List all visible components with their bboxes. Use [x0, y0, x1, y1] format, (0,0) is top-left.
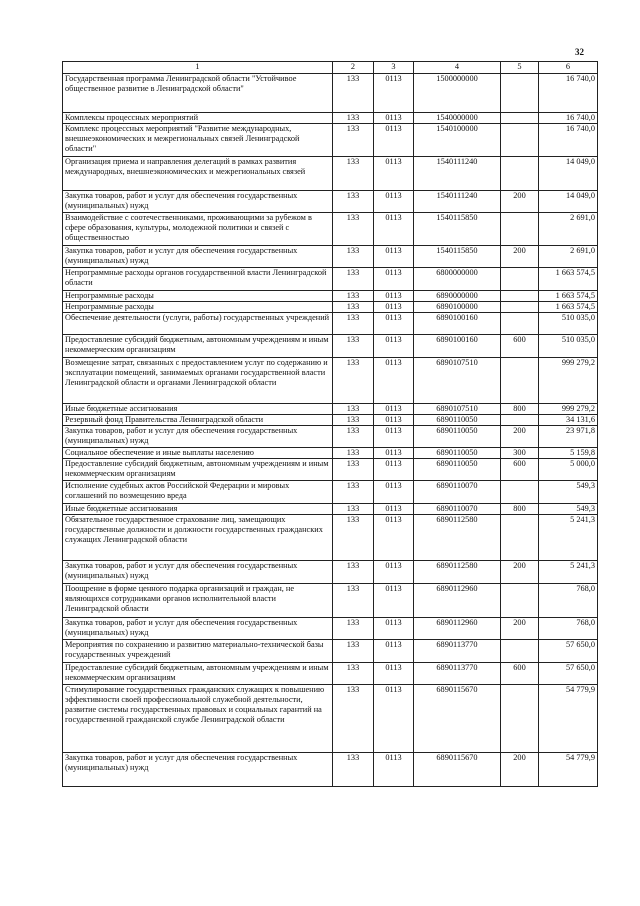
column-header-6: 6 [539, 62, 598, 74]
row-amount: 999 279,2 [539, 404, 598, 415]
column-header-5: 5 [501, 62, 539, 74]
row-col5 [501, 481, 539, 504]
row-name: Закупка товаров, работ и услуг для обеспечения государственных (муниципальных) нужд [63, 753, 333, 787]
row-code: 1540111240 [414, 157, 501, 191]
table-row [63, 358, 598, 404]
table-row [63, 515, 598, 561]
row-name: Возмещение затрат, связанных с предоставлением услуг по содержанию и эксплуатации помещений, занимаемых органами государственной власти Ленинградской области и органами Ленинградской области [63, 358, 333, 404]
row-amount: 5 241,3 [539, 515, 598, 561]
row-col3: 0113 [374, 191, 414, 213]
table-row [63, 663, 598, 685]
row-col2: 133 [333, 404, 374, 415]
table-row [63, 448, 598, 459]
row-amount: 16 740,0 [539, 74, 598, 113]
row-col2: 133 [333, 504, 374, 515]
row-col5: 200 [501, 753, 539, 787]
row-col3: 0113 [374, 291, 414, 302]
row-col5 [501, 313, 539, 335]
row-code: 6890112580 [414, 515, 501, 561]
row-col2: 133 [333, 291, 374, 302]
row-code: 6890100000 [414, 302, 501, 313]
row-code: 6890110070 [414, 481, 501, 504]
row-amount: 54 779,9 [539, 685, 598, 753]
row-col3: 0113 [374, 74, 414, 113]
row-name: Предоставление субсидий бюджетным, автономным учреждениям и иным некоммерческим организациям [63, 663, 333, 685]
table-row [63, 124, 598, 157]
row-col2: 133 [333, 448, 374, 459]
row-col2: 133 [333, 515, 374, 561]
table-row [63, 504, 598, 515]
row-amount: 5 241,3 [539, 561, 598, 584]
row-col5: 200 [501, 191, 539, 213]
row-name: Мероприятия по сохранению и развитию материально-технической базы государственных учреждений [63, 640, 333, 663]
column-header-3: 3 [374, 62, 414, 74]
row-amount: 510 035,0 [539, 335, 598, 358]
row-code: 1540000000 [414, 113, 501, 124]
row-col5 [501, 640, 539, 663]
row-col2: 133 [333, 584, 374, 618]
table-row [63, 640, 598, 663]
row-amount: 768,0 [539, 584, 598, 618]
table-row [63, 561, 598, 584]
row-name: Обеспечение деятельности (услуги, работы) государственных учреждений [63, 313, 333, 335]
row-amount: 2 691,0 [539, 213, 598, 246]
row-col5 [501, 113, 539, 124]
table-row [63, 191, 598, 213]
row-amount: 16 740,0 [539, 124, 598, 157]
row-code: 6890110050 [414, 426, 501, 448]
row-col2: 133 [333, 426, 374, 448]
table-row [63, 157, 598, 191]
row-amount: 2 691,0 [539, 246, 598, 268]
row-col2: 133 [333, 640, 374, 663]
row-code: 6890112960 [414, 618, 501, 640]
row-col2: 133 [333, 191, 374, 213]
row-code: 6890100160 [414, 313, 501, 335]
row-col5 [501, 213, 539, 246]
row-col5: 600 [501, 459, 539, 481]
row-col3: 0113 [374, 426, 414, 448]
table-row [63, 618, 598, 640]
row-name: Государственная программа Ленинградской области "Устойчивое общественное развитие в Ленинградской области" [63, 74, 333, 113]
row-col2: 133 [333, 685, 374, 753]
row-name: Исполнение судебных актов Российской Федерации и мировых соглашений по возмещению вреда [63, 481, 333, 504]
table-row [63, 415, 598, 426]
row-amount: 34 131,6 [539, 415, 598, 426]
row-col5: 200 [501, 618, 539, 640]
row-col5: 200 [501, 561, 539, 584]
row-col3: 0113 [374, 415, 414, 426]
row-code: 1540115850 [414, 213, 501, 246]
row-col5 [501, 515, 539, 561]
row-amount: 54 779,9 [539, 753, 598, 787]
row-amount: 57 650,0 [539, 663, 598, 685]
row-col3: 0113 [374, 268, 414, 291]
row-col3: 0113 [374, 124, 414, 157]
table-row [63, 481, 598, 504]
row-name: Закупка товаров, работ и услуг для обеспечения государственных (муниципальных) нужд [63, 426, 333, 448]
page-number: 32 [575, 47, 584, 57]
row-amount: 1 663 574,5 [539, 268, 598, 291]
row-col2: 133 [333, 561, 374, 584]
row-col3: 0113 [374, 663, 414, 685]
row-code: 6890113770 [414, 663, 501, 685]
row-col3: 0113 [374, 515, 414, 561]
row-col3: 0113 [374, 157, 414, 191]
table-row [63, 426, 598, 448]
row-code: 6890112580 [414, 561, 501, 584]
row-col5 [501, 124, 539, 157]
row-col5: 800 [501, 404, 539, 415]
row-name: Непрограммные расходы органов государственной власти Ленинградской области [63, 268, 333, 291]
row-amount: 549,3 [539, 504, 598, 515]
row-col5 [501, 74, 539, 113]
row-col5: 600 [501, 663, 539, 685]
row-col2: 133 [333, 246, 374, 268]
row-code: 6890107510 [414, 358, 501, 404]
row-code: 6890113770 [414, 640, 501, 663]
row-col2: 133 [333, 74, 374, 113]
row-col3: 0113 [374, 685, 414, 753]
table-row [63, 404, 598, 415]
row-col3: 0113 [374, 481, 414, 504]
row-col3: 0113 [374, 313, 414, 335]
row-col3: 0113 [374, 302, 414, 313]
table-row [63, 291, 598, 302]
row-col2: 133 [333, 157, 374, 191]
row-code: 1540111240 [414, 191, 501, 213]
row-name: Резервный фонд Правительства Ленинградской области [63, 415, 333, 426]
row-col5: 600 [501, 335, 539, 358]
table-row [63, 74, 598, 113]
table-row [63, 313, 598, 335]
row-amount: 549,3 [539, 481, 598, 504]
row-amount: 510 035,0 [539, 313, 598, 335]
row-name: Комплекс процессных мероприятий "Развитие международных, внешнеэкономических и межрегиональных связей Ленинградской области" [63, 124, 333, 157]
row-col2: 133 [333, 481, 374, 504]
row-col2: 133 [333, 618, 374, 640]
row-name: Комплексы процессных мероприятий [63, 113, 333, 124]
row-code: 1500000000 [414, 74, 501, 113]
row-name: Предоставление субсидий бюджетным, автономным учреждениям и иным некоммерческим организациям [63, 335, 333, 358]
row-name: Закупка товаров, работ и услуг для обеспечения государственных (муниципальных) нужд [63, 246, 333, 268]
row-col2: 133 [333, 113, 374, 124]
row-col2: 133 [333, 213, 374, 246]
row-col3: 0113 [374, 459, 414, 481]
row-col5 [501, 415, 539, 426]
row-code: 1540100000 [414, 124, 501, 157]
table-row [63, 459, 598, 481]
row-col2: 133 [333, 663, 374, 685]
column-header-1: 1 [63, 62, 333, 74]
row-col3: 0113 [374, 640, 414, 663]
row-col5 [501, 268, 539, 291]
row-col2: 133 [333, 335, 374, 358]
row-col5 [501, 291, 539, 302]
table-body [63, 74, 598, 787]
row-col2: 133 [333, 124, 374, 157]
budget-table [62, 61, 598, 787]
row-col5 [501, 584, 539, 618]
row-amount: 14 049,0 [539, 157, 598, 191]
row-code: 6890110050 [414, 415, 501, 426]
row-col3: 0113 [374, 504, 414, 515]
row-name: Закупка товаров, работ и услуг для обеспечения государственных (муниципальных) нужд [63, 191, 333, 213]
table-row [63, 213, 598, 246]
row-amount: 14 049,0 [539, 191, 598, 213]
row-col3: 0113 [374, 113, 414, 124]
row-col5: 800 [501, 504, 539, 515]
table-row [63, 113, 598, 124]
row-col3: 0113 [374, 448, 414, 459]
table-row [63, 302, 598, 313]
row-code: 6800000000 [414, 268, 501, 291]
row-code: 6890110050 [414, 459, 501, 481]
row-name: Закупка товаров, работ и услуг для обеспечения государственных (муниципальных) нужд [63, 618, 333, 640]
row-col5: 300 [501, 448, 539, 459]
row-code: 6890000000 [414, 291, 501, 302]
row-amount: 5 159,8 [539, 448, 598, 459]
table-row [63, 584, 598, 618]
row-name: Стимулирование государственных гражданских служащих к повышению эффективности своей профессиональной служебной деятельности, развитие системы государственных правовых и социальных гарантий на государственной гражданской службе Ленинградской области [63, 685, 333, 753]
row-col3: 0113 [374, 404, 414, 415]
row-amount: 1 663 574,5 [539, 291, 598, 302]
table-row [63, 335, 598, 358]
row-amount: 999 279,2 [539, 358, 598, 404]
row-col2: 133 [333, 302, 374, 313]
row-name: Непрограммные расходы [63, 291, 333, 302]
row-col2: 133 [333, 753, 374, 787]
row-name: Непрограммные расходы [63, 302, 333, 313]
row-name: Поощрение в форме ценного подарка организаций и граждан, не являющихся сотрудниками органов исполнительной власти Ленинградской области [63, 584, 333, 618]
column-header-2: 2 [333, 62, 374, 74]
row-name: Закупка товаров, работ и услуг для обеспечения государственных (муниципальных) нужд [63, 561, 333, 584]
row-code: 6890115670 [414, 685, 501, 753]
row-code: 6890115670 [414, 753, 501, 787]
table-row [63, 268, 598, 291]
row-col3: 0113 [374, 561, 414, 584]
row-amount: 57 650,0 [539, 640, 598, 663]
row-col3: 0113 [374, 335, 414, 358]
row-col3: 0113 [374, 584, 414, 618]
row-col5: 200 [501, 426, 539, 448]
row-col2: 133 [333, 268, 374, 291]
row-col3: 0113 [374, 753, 414, 787]
row-col3: 0113 [374, 213, 414, 246]
table-row [63, 246, 598, 268]
column-header-4: 4 [414, 62, 501, 74]
row-code: 6890100160 [414, 335, 501, 358]
table-row [63, 753, 598, 787]
row-col3: 0113 [374, 618, 414, 640]
row-code: 1540115850 [414, 246, 501, 268]
row-name: Обязательное государственное страхование лиц, замещающих государственные должности и должности государственных гражданских служащих Ленинградской области [63, 515, 333, 561]
row-name: Социальное обеспечение и иные выплаты населению [63, 448, 333, 459]
row-col2: 133 [333, 313, 374, 335]
row-col5 [501, 685, 539, 753]
row-amount: 1 663 574,5 [539, 302, 598, 313]
header-row [63, 62, 598, 74]
row-name: Иные бюджетные ассигнования [63, 504, 333, 515]
row-code: 6890112960 [414, 584, 501, 618]
row-name: Иные бюджетные ассигнования [63, 404, 333, 415]
row-name: Взаимодействие с соотечественниками, проживающими за рубежом в сфере образования, культуры, молодежной политики и связей с общественностью [63, 213, 333, 246]
row-col5 [501, 157, 539, 191]
row-amount: 16 740,0 [539, 113, 598, 124]
row-col5: 200 [501, 246, 539, 268]
row-code: 6890110070 [414, 504, 501, 515]
row-col5 [501, 302, 539, 313]
row-amount: 5 000,0 [539, 459, 598, 481]
row-col2: 133 [333, 415, 374, 426]
row-col3: 0113 [374, 246, 414, 268]
row-code: 6890110050 [414, 448, 501, 459]
row-amount: 23 971,8 [539, 426, 598, 448]
row-col5 [501, 358, 539, 404]
row-code: 6890107510 [414, 404, 501, 415]
row-name: Предоставление субсидий бюджетным, автономным учреждениям и иным некоммерческим организациям [63, 459, 333, 481]
row-name: Организация приема и направления делегаций в рамках развития международных, внешнеэкономических и межрегиональных связей [63, 157, 333, 191]
row-col2: 133 [333, 358, 374, 404]
row-col2: 133 [333, 459, 374, 481]
row-amount: 768,0 [539, 618, 598, 640]
row-col3: 0113 [374, 358, 414, 404]
table-row [63, 685, 598, 753]
